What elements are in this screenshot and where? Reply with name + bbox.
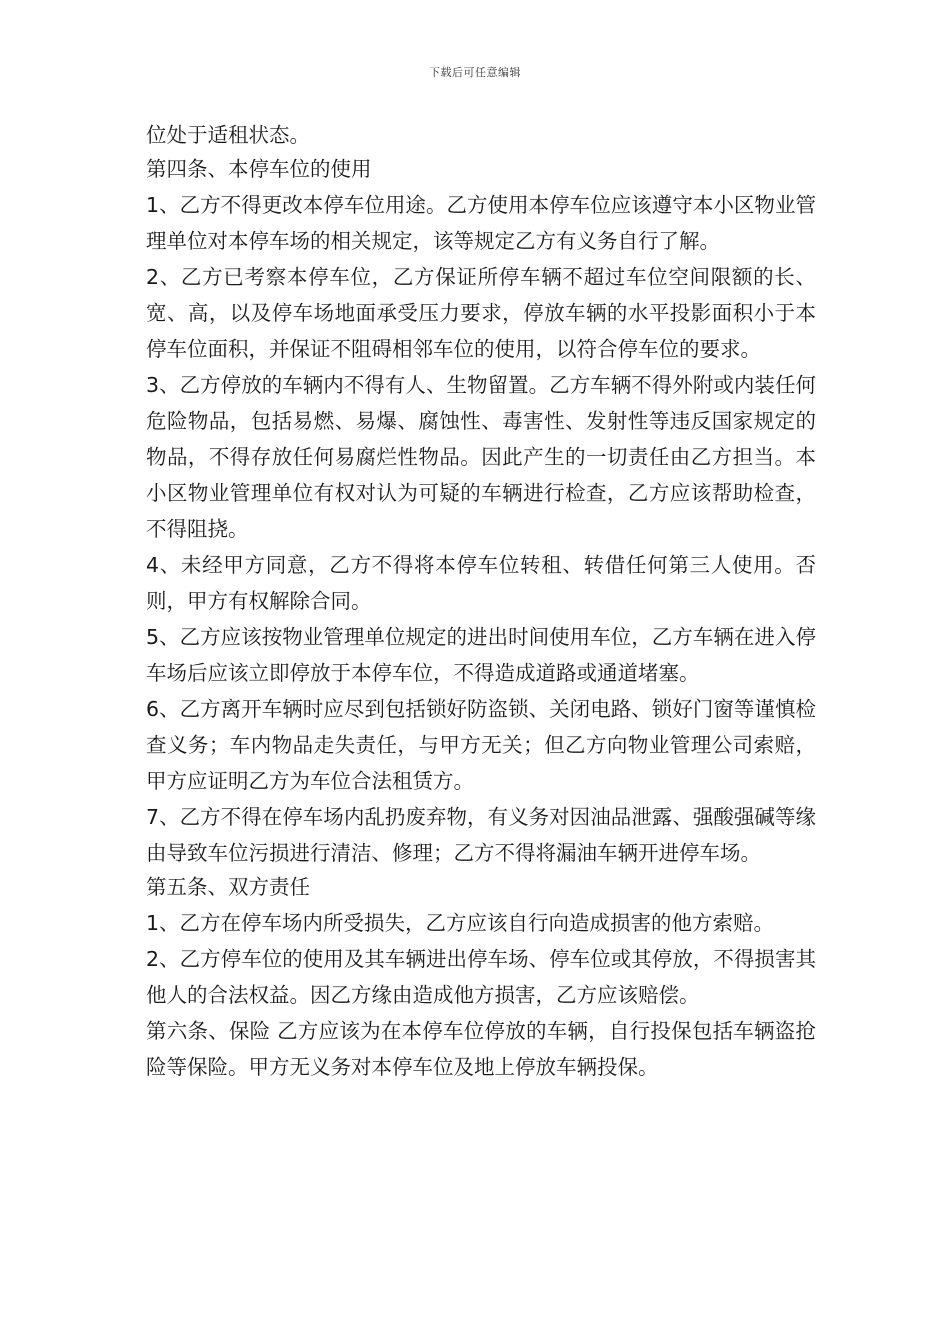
paragraph: 6、乙方离开车辆时应尽到包括锁好防盗锁、关闭电路、锁好门窗等谨慎检查义务；车内物品走失责任，与甲方无关；但乙方向物业管理公司索赔，甲方应证明乙方为车位合法租赁方。	[146, 696, 816, 793]
paragraph: 2、乙方停车位的使用及其车辆进出停车场、停车位或其停放，不得损害其他人的合法权益。因乙方缘由造成他方损害，乙方应该赔偿。	[146, 946, 816, 1007]
section-heading: 第四条、本停车位的使用	[146, 156, 372, 181]
paragraph: 第六条、保险 乙方应该为在本停车位停放的车辆，自行投保包括车辆盗抢险等保险。甲方无义务对本停车位及地上停放车辆投保。	[146, 1018, 816, 1079]
paragraph: 位处于适租状态。	[146, 123, 310, 147]
document-body	[146, 119, 816, 1085]
paragraph: 3、乙方停放的车辆内不得有人、生物留置。乙方车辆不得外附或内装任何危险物品，包括易燃、易爆、腐蚀性、毒害性、发射性等违反国家规定的物品，不得存放任何易腐烂性物品。因此产生的一切责任由乙方担当。本小区物业管理单位有权对认为可疑的车辆进行检查，乙方应该帮助检查，不得阻挠。	[146, 372, 816, 541]
paragraph: 2、乙方已考察本停车位，乙方保证所停车辆不超过车位空间限额的长、宽、高，以及停车场地面承受压力要求，停放车辆的水平投影面积小于本停车位面积，并保证不阻碍相邻车位的使用，以符合停车位的要求。	[146, 264, 816, 361]
paragraph: 7、乙方不得在停车场内乱扔废弃物，有义务对因油品泄露、强酸强碱等缘由导致车位污损进行清洁、修理；乙方不得将漏油车辆开进停车场。	[146, 804, 816, 865]
paragraph: 5、乙方应该按物业管理单位规定的进出时间使用车位，乙方车辆在进入停车场后应该立即停放于本停车位，不得造成道路或通道堵塞。	[146, 624, 816, 685]
page-header: 下载后可任意编辑	[429, 66, 521, 79]
section-heading: 第五条、双方责任	[146, 874, 310, 899]
paragraph: 1、乙方不得更改本停车位用途。乙方使用本停车位应该遵守本小区物业管理单位对本停车场的相关规定，该等规定乙方有义务自行了解。	[146, 192, 816, 253]
paragraph: 4、未经甲方同意，乙方不得将本停车位转租、转借任何第三人使用。否则，甲方有权解除合同。	[146, 552, 816, 613]
paragraph: 1、乙方在停车场内所受损失，乙方应该自行向造成损害的他方索赔。	[146, 910, 775, 935]
